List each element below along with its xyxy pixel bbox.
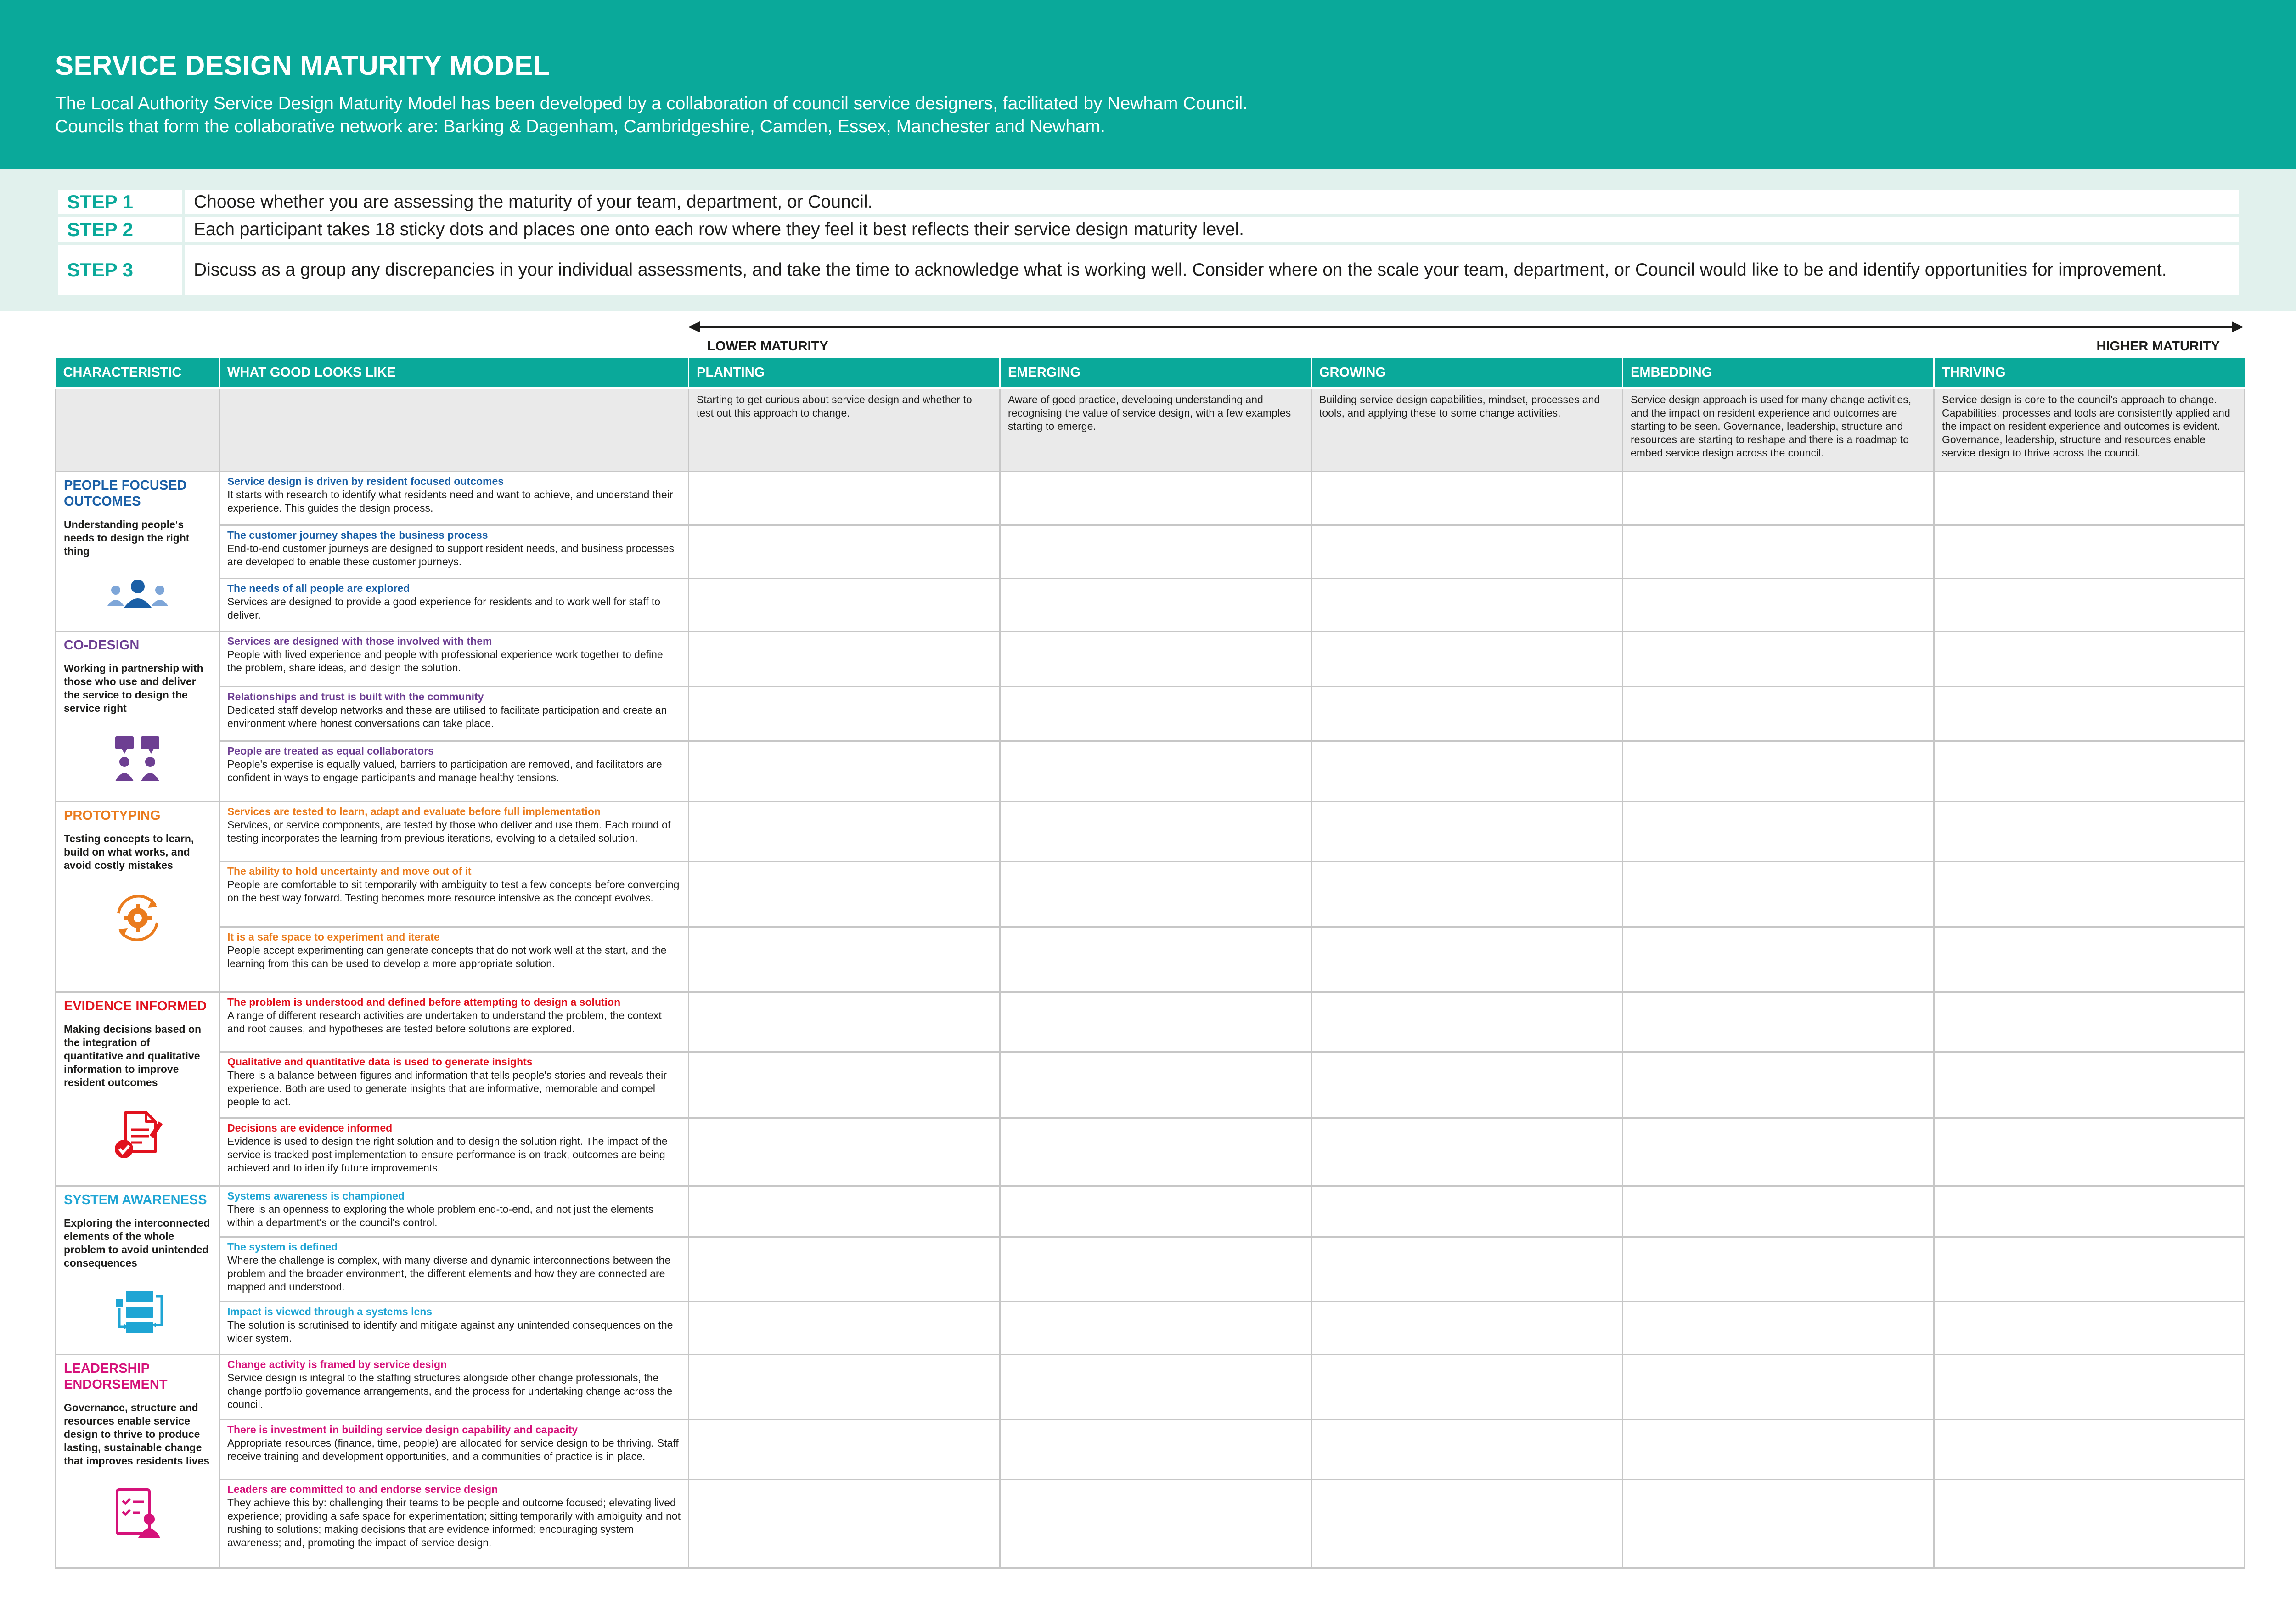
characteristic-subtitle: Working in partnership with those who use and deliver the service to design the service right — [64, 662, 203, 714]
emerging-rating-cell[interactable] — [1000, 801, 1311, 861]
what-good-looks-like-cell — [219, 927, 689, 992]
good-description: People's expertise is equally valued, barriers to participation are removed, and facilitators are confident in ways to engage participants and manage healthy tensions. — [227, 758, 662, 784]
growing-rating-cell[interactable] — [1311, 801, 1623, 861]
thriving-rating-cell[interactable] — [1934, 1186, 2245, 1237]
growing-rating-cell[interactable] — [1311, 1118, 1623, 1186]
good-description: They achieve this by: challenging their teams to be people and outcome focused; elevating lived experience; providing a safe space for experimentation; sitting temporarily with ambiguity and not rushing to solutions; making decisions that are evidence informed; encouraging system awareness; and, promoting the impact of service design. — [227, 1497, 681, 1549]
characteristic-subtitle: Testing concepts to learn, build on what works, and avoid costly mistakes — [64, 832, 194, 871]
growing-description: Building service design capabilities, mindset, processes and tools, and applying these to some change activities. — [1311, 388, 1623, 471]
thriving-rating-cell[interactable] — [1934, 1237, 2245, 1302]
thriving-rating-cell[interactable] — [1934, 992, 2245, 1052]
what-good-looks-like-cell — [219, 687, 689, 741]
empty-cell — [56, 388, 219, 471]
maturity-scale — [688, 321, 2244, 354]
lower-maturity-label: LOWER MATURITY — [707, 339, 828, 354]
growing-rating-cell[interactable] — [1311, 1354, 1623, 1419]
planting-rating-cell[interactable] — [689, 631, 1000, 687]
good-heading: Services are designed with those involved with them — [227, 635, 492, 647]
gear-cycle-icon — [64, 890, 211, 948]
arrow-right-icon — [2232, 321, 2244, 332]
what-good-looks-like-cell — [219, 862, 689, 927]
emerging-rating-cell[interactable] — [1000, 927, 1311, 992]
step-2 — [58, 217, 2239, 242]
planting-rating-cell[interactable] — [689, 801, 1000, 861]
what-good-looks-like-cell — [219, 1480, 689, 1568]
planting-rating-cell[interactable] — [689, 578, 1000, 631]
embedding-rating-cell[interactable] — [1623, 578, 1934, 631]
thriving-rating-cell[interactable] — [1934, 1302, 2245, 1354]
good-heading: Service design is driven by resident focused outcomes — [227, 475, 504, 487]
emerging-rating-cell[interactable] — [1000, 1420, 1311, 1480]
emerging-rating-cell[interactable] — [1000, 1052, 1311, 1118]
emerging-rating-cell[interactable] — [1000, 1237, 1311, 1302]
planting-rating-cell[interactable] — [689, 927, 1000, 992]
prototyping-row-3 — [56, 927, 2245, 992]
co-design-row-3 — [56, 741, 2245, 801]
characteristic-title: EVIDENCE INFORMED — [64, 998, 207, 1014]
header-planting: PLANTING — [689, 358, 1000, 388]
thriving-rating-cell[interactable] — [1934, 1052, 2245, 1118]
header-characteristic: CHARACTERISTIC — [56, 358, 219, 388]
system-awareness-row-1 — [56, 1186, 2245, 1237]
steps-panel — [0, 169, 2296, 311]
what-good-looks-like-cell — [219, 1302, 689, 1354]
embedding-rating-cell[interactable] — [1623, 525, 1934, 578]
characteristic-title: LEADERSHIP ENDORSEMENT — [64, 1361, 168, 1392]
prototyping-characteristic — [56, 801, 219, 992]
embedding-description: Service design approach is used for many change activities, and the impact on resident experience and outcomes are starting to be seen. Governance, leadership, structure and resources are starting to reshape and there is a roadmap to embed service design across the council. — [1623, 388, 1934, 471]
planting-rating-cell[interactable] — [689, 687, 1000, 741]
header-embedding: EMBEDDING — [1623, 358, 1934, 388]
growing-rating-cell[interactable] — [1311, 578, 1623, 631]
good-description: Where the challenge is complex, with many diverse and dynamic interconnections between the problem and the broader environment, the different elements and how they are connected are mapped and understood. — [227, 1254, 671, 1293]
embedding-rating-cell[interactable] — [1623, 1302, 1934, 1354]
embedding-rating-cell[interactable] — [1623, 801, 1934, 861]
conversation-icon — [64, 733, 211, 786]
embedding-rating-cell[interactable] — [1623, 741, 1934, 801]
good-heading: Leaders are committed to and endorse service design — [227, 1483, 498, 1496]
embedding-rating-cell[interactable] — [1623, 1118, 1934, 1186]
emerging-rating-cell[interactable] — [1000, 631, 1311, 687]
thriving-rating-cell[interactable] — [1934, 1480, 2245, 1568]
people-focused-outcomes-characteristic — [56, 471, 219, 631]
document-check-icon — [64, 1108, 211, 1165]
good-heading: It is a safe space to experiment and iterate — [227, 931, 440, 943]
characteristic-title: SYSTEM AWARENESS — [64, 1192, 207, 1207]
good-heading: The problem is understood and defined before attempting to design a solution — [227, 996, 621, 1008]
thriving-rating-cell[interactable] — [1934, 525, 2245, 578]
embedding-rating-cell[interactable] — [1623, 687, 1934, 741]
leadership-endorsement-row-1 — [56, 1354, 2245, 1419]
good-heading: Change activity is framed by service design — [227, 1358, 447, 1370]
planting-rating-cell[interactable] — [689, 1118, 1000, 1186]
planting-rating-cell[interactable] — [689, 1237, 1000, 1302]
good-description: Appropriate resources (finance, time, people) are allocated for service design to be thriving. Staff receive training and development opportunities, and a communities of practice is in place. — [227, 1437, 679, 1463]
what-good-looks-like-cell — [219, 1118, 689, 1186]
growing-rating-cell[interactable] — [1311, 1237, 1623, 1302]
good-heading: The ability to hold uncertainty and move out of it — [227, 865, 472, 878]
emerging-rating-cell[interactable] — [1000, 1302, 1311, 1354]
emerging-description: Aware of good practice, developing understanding and recognising the value of service design, with a few examples starting to emerge. — [1000, 388, 1311, 471]
thriving-rating-cell[interactable] — [1934, 687, 2245, 741]
system-flow-icon — [64, 1288, 211, 1341]
good-heading: Systems awareness is championed — [227, 1189, 405, 1202]
planting-rating-cell[interactable] — [689, 471, 1000, 525]
planting-rating-cell[interactable] — [689, 1354, 1000, 1419]
step-3 — [58, 245, 2239, 295]
characteristic-title: PROTOTYPING — [64, 808, 161, 823]
growing-rating-cell[interactable] — [1311, 862, 1623, 927]
thriving-rating-cell[interactable] — [1934, 578, 2245, 631]
embedding-rating-cell[interactable] — [1623, 1237, 1934, 1302]
planting-rating-cell[interactable] — [689, 1480, 1000, 1568]
emerging-rating-cell[interactable] — [1000, 687, 1311, 741]
emerging-rating-cell[interactable] — [1000, 992, 1311, 1052]
what-good-looks-like-cell — [219, 741, 689, 801]
people-focused-outcomes-row-1 — [56, 471, 2245, 525]
thriving-rating-cell[interactable] — [1934, 801, 2245, 861]
prototyping-row-2 — [56, 862, 2245, 927]
characteristic-subtitle: Governance, structure and resources enable service design to thrive to produce lasting, sustainable change that improves residents lives — [64, 1401, 210, 1467]
people-focused-outcomes-row-3 — [56, 578, 2245, 631]
embedding-rating-cell[interactable] — [1623, 1186, 1934, 1237]
planting-rating-cell[interactable] — [689, 862, 1000, 927]
evidence-informed-row-1 — [56, 992, 2245, 1052]
page-title: SERVICE DESIGN MATURITY MODEL — [55, 50, 550, 81]
what-good-looks-like-cell — [219, 631, 689, 687]
thriving-rating-cell[interactable] — [1934, 927, 2245, 992]
thriving-rating-cell[interactable] — [1934, 1420, 2245, 1480]
characteristic-subtitle: Exploring the interconnected elements of the whole problem to avoid unintended consequences — [64, 1216, 210, 1269]
growing-rating-cell[interactable] — [1311, 687, 1623, 741]
growing-rating-cell[interactable] — [1311, 1186, 1623, 1237]
header-what-good-looks-like: WHAT GOOD LOOKS LIKE — [219, 358, 689, 388]
emerging-rating-cell[interactable] — [1000, 471, 1311, 525]
good-heading: People are treated as equal collaborators — [227, 745, 434, 757]
what-good-looks-like-cell — [219, 471, 689, 525]
step-1-text: Choose whether you are assessing the maturity of your team, department, or Council. — [185, 190, 2239, 214]
embedding-rating-cell[interactable] — [1623, 1052, 1934, 1118]
checklist-person-icon — [64, 1486, 211, 1543]
good-heading: The system is defined — [227, 1241, 338, 1253]
emerging-rating-cell[interactable] — [1000, 525, 1311, 578]
planting-rating-cell[interactable] — [689, 525, 1000, 578]
good-description: Evidence is used to design the right solution and to design the solution right. The impact of the service is tracked post implementation to ensure performance is on track, outcomes are being achieved and to identify future improvements. — [227, 1135, 668, 1174]
good-description: Services, or service components, are tested by those who deliver and use them. Each round of testing incorporates the learning from previous iterations, evolving to a detailed solution. — [227, 818, 671, 844]
thriving-rating-cell[interactable] — [1934, 631, 2245, 687]
good-heading: There is investment in building service design capability and capacity — [227, 1424, 578, 1436]
thriving-rating-cell[interactable] — [1934, 1118, 2245, 1186]
prototyping-row-1 — [56, 801, 2245, 861]
planting-rating-cell[interactable] — [689, 1186, 1000, 1237]
header-row — [56, 358, 2245, 388]
embedding-rating-cell[interactable] — [1623, 992, 1934, 1052]
header-emerging: EMERGING — [1000, 358, 1311, 388]
step-3-text: Discuss as a group any discrepancies in your individual assessments, and take the time to acknowledge what is working well. Consider where on the scale your team, department, or Council would like to be and identify opportunities for improvement. — [185, 245, 2239, 295]
thriving-rating-cell[interactable] — [1934, 471, 2245, 525]
step-1 — [58, 190, 2239, 214]
what-good-looks-like-cell — [219, 1354, 689, 1419]
emerging-rating-cell[interactable] — [1000, 741, 1311, 801]
good-heading: Services are tested to learn, adapt and evaluate before full implementation — [227, 805, 601, 817]
planting-rating-cell[interactable] — [689, 1420, 1000, 1480]
emerging-rating-cell[interactable] — [1000, 1186, 1311, 1237]
characteristic-subtitle: Understanding people's needs to design the right thing — [64, 518, 190, 557]
thriving-description: Service design is core to the council's approach to change. Capabilities, processes and tools are consistently applied and the impact on resident experience and outcomes is evident. Governance, leadership, structure and resources enable service design to thrive across the council. — [1934, 388, 2245, 471]
people-focused-outcomes-row-2 — [56, 525, 2245, 578]
step-3-label: STEP 3 — [58, 245, 182, 295]
good-description: Services are designed to provide a good experience for residents and to work well for staff to deliver. — [227, 595, 661, 621]
co-design-characteristic — [56, 631, 219, 801]
good-description: A range of different research activities are undertaken to understand the problem, the context and root causes, and hypotheses are tested before solutions are explored. — [227, 1009, 662, 1035]
leadership-endorsement-row-2 — [56, 1420, 2245, 1480]
step-1-label: STEP 1 — [58, 190, 182, 214]
maturity-table — [55, 358, 2245, 1569]
planting-rating-cell[interactable] — [689, 992, 1000, 1052]
evidence-informed-row-2 — [56, 1052, 2245, 1118]
good-heading: Relationships and trust is built with the community — [227, 691, 484, 703]
growing-rating-cell[interactable] — [1311, 741, 1623, 801]
system-awareness-row-2 — [56, 1237, 2245, 1302]
what-good-looks-like-cell — [219, 578, 689, 631]
good-description: Service design is integral to the staffing structures alongside other change professionals, the change portfolio governance arrangements, and the process for undertaking change across the council. — [227, 1371, 673, 1410]
thriving-rating-cell[interactable] — [1934, 741, 2245, 801]
higher-maturity-label: HIGHER MATURITY — [2096, 339, 2220, 354]
evidence-informed-row-3 — [56, 1118, 2245, 1186]
growing-rating-cell[interactable] — [1311, 471, 1623, 525]
good-description: It starts with research to identify what residents need and want to achieve, and understand their experience. This guides the design process. — [227, 488, 673, 514]
good-description: Dedicated staff develop networks and these are utilised to facilitate participation and create an environment where honest conversations can take place. — [227, 704, 667, 730]
good-description: There is an openness to exploring the whole problem end-to-end, and not just the elements within a department's or the council's control. — [227, 1203, 654, 1228]
what-good-looks-like-cell — [219, 1237, 689, 1302]
level-description-row — [56, 388, 2245, 471]
emerging-rating-cell[interactable] — [1000, 1354, 1311, 1419]
what-good-looks-like-cell — [219, 1186, 689, 1237]
what-good-looks-like-cell — [219, 992, 689, 1052]
good-description: People are comfortable to sit temporarily with ambiguity to test a few concepts before converging on the best way forward. Testing becomes more resource intensive as the concept evolves. — [227, 879, 680, 904]
planting-rating-cell[interactable] — [689, 1302, 1000, 1354]
evidence-informed-characteristic — [56, 992, 219, 1186]
system-awareness-row-3 — [56, 1302, 2245, 1354]
leadership-endorsement-characteristic — [56, 1354, 219, 1568]
header-thriving: THRIVING — [1934, 358, 2245, 388]
good-heading: The needs of all people are explored — [227, 582, 410, 594]
growing-rating-cell[interactable] — [1311, 1480, 1623, 1568]
intro-line-2: Councils that form the collaborative network are: Barking & Dagenham, Cambridgeshire, Camden, Essex, Manchester and Newham. — [55, 117, 1105, 136]
growing-rating-cell[interactable] — [1311, 1052, 1623, 1118]
good-heading: Decisions are evidence informed — [227, 1122, 393, 1134]
thriving-rating-cell[interactable] — [1934, 1354, 2245, 1419]
system-awareness-characteristic — [56, 1186, 219, 1354]
emerging-rating-cell[interactable] — [1000, 1480, 1311, 1568]
intro-line-1: The Local Authority Service Design Maturity Model has been developed by a collaboration of council service designers, facilitated by Newham Council. — [55, 94, 1248, 113]
growing-rating-cell[interactable] — [1311, 992, 1623, 1052]
growing-rating-cell[interactable] — [1311, 927, 1623, 992]
good-heading: Qualitative and quantitative data is used to generate insights — [227, 1056, 533, 1068]
characteristic-title: CO-DESIGN — [64, 637, 140, 653]
good-heading: The customer journey shapes the business process — [227, 529, 488, 541]
good-description: There is a balance between figures and information that tells people's stories and reveals their experience. Both are used to generate insights that are informative, memorable and compel people to act. — [227, 1069, 667, 1108]
good-description: End-to-end customer journeys are designed to support resident needs, and business processes are developed to enable these customer journeys. — [227, 542, 674, 568]
header-banner — [0, 0, 2296, 169]
growing-rating-cell[interactable] — [1311, 525, 1623, 578]
embedding-rating-cell[interactable] — [1623, 862, 1934, 927]
header-growing: GROWING — [1311, 358, 1623, 388]
emerging-rating-cell[interactable] — [1000, 1118, 1311, 1186]
leadership-endorsement-row-3 — [56, 1480, 2245, 1568]
step-2-label: STEP 2 — [58, 217, 182, 242]
co-design-row-1 — [56, 631, 2245, 687]
growing-rating-cell[interactable] — [1311, 1420, 1623, 1480]
step-2-text: Each participant takes 18 sticky dots and places one onto each row where they feel it best reflects their service design maturity level. — [185, 217, 2239, 242]
people-group-icon — [64, 576, 211, 615]
emerging-rating-cell[interactable] — [1000, 862, 1311, 927]
characteristic-title: PEOPLE FOCUSED OUTCOMES — [64, 478, 187, 509]
good-description: People with lived experience and people with professional experience work together to define the problem, share ideas, and design the solution. — [227, 648, 663, 674]
empty-cell — [219, 388, 689, 471]
scale-line — [694, 326, 2237, 328]
good-description: The solution is scrutinised to identify and mitigate against any unintended consequences on the wider system. — [227, 1319, 673, 1345]
planting-rating-cell[interactable] — [689, 741, 1000, 801]
embedding-rating-cell[interactable] — [1623, 1354, 1934, 1419]
emerging-rating-cell[interactable] — [1000, 578, 1311, 631]
characteristic-subtitle: Making decisions based on the integration of quantitative and qualitative information to improve resident outcomes — [64, 1023, 202, 1088]
embedding-rating-cell[interactable] — [1623, 631, 1934, 687]
co-design-row-2 — [56, 687, 2245, 741]
planting-description: Starting to get curious about service design and whether to test out this approach to change. — [689, 388, 1000, 471]
growing-rating-cell[interactable] — [1311, 631, 1623, 687]
planting-rating-cell[interactable] — [689, 1052, 1000, 1118]
what-good-looks-like-cell — [219, 525, 689, 578]
growing-rating-cell[interactable] — [1311, 1302, 1623, 1354]
embedding-rating-cell[interactable] — [1623, 927, 1934, 992]
embedding-rating-cell[interactable] — [1623, 1420, 1934, 1480]
thriving-rating-cell[interactable] — [1934, 862, 2245, 927]
embedding-rating-cell[interactable] — [1623, 471, 1934, 525]
what-good-looks-like-cell — [219, 1052, 689, 1118]
good-heading: Impact is viewed through a systems lens — [227, 1306, 433, 1318]
embedding-rating-cell[interactable] — [1623, 1480, 1934, 1568]
good-description: People accept experimenting can generate concepts that do not work well at the start, and the learning from this can be used to develop a more appropriate solution. — [227, 944, 667, 970]
what-good-looks-like-cell — [219, 801, 689, 861]
what-good-looks-like-cell — [219, 1420, 689, 1480]
